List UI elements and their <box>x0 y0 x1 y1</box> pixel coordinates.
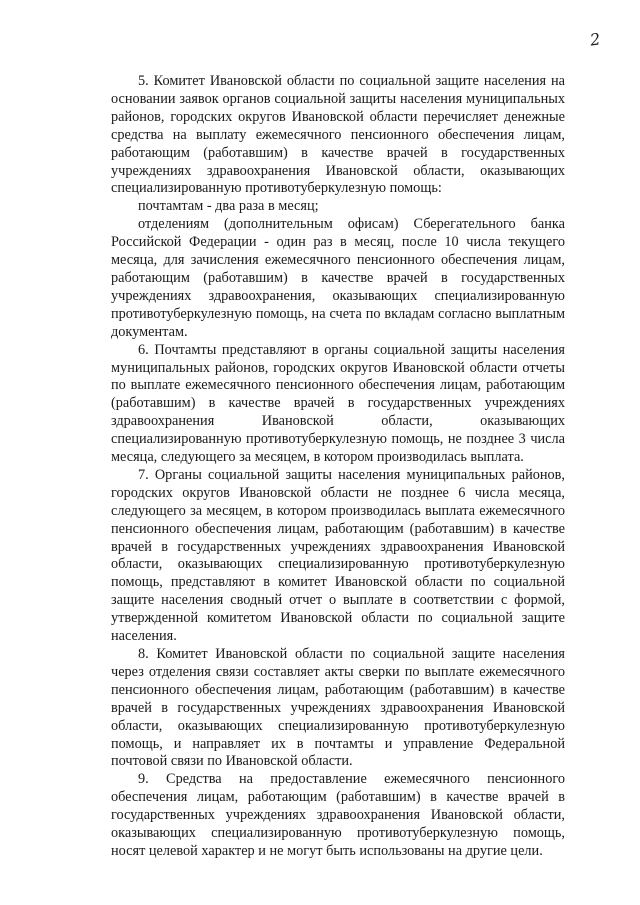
paragraph-7: 7. Органы социальной защиты населения муниципальных районов, городских округов Ивановской области не позднее 6 числа месяца, следующего за месяцем, в котором производилась выплата ежемесячного пенсионного обеспечения лицам, работающим (работавшим) в качестве врачей в государственных учреждениях здравоохранения Ивановской области, оказывающих специализированную противотуберкулезную помощь, представляют в комитет Ивановской области по социальной защите населения сводный отчет о выплате в соответствии с формой, утвержденной комитетом Ивановской области по социальной защите населения. <box>111 466 565 645</box>
paragraph-5: 5. Комитет Ивановской области по социальной защите населения на основании заявок органов социальной защиты населения муниципальных районов, городских округов Ивановской области перечисляет денежные средства на выплату ежемесячного пенсионного обеспечения лицам, работающим (работавшим) в качестве врачей в государственных учреждениях здравоохранения Ивановской области, оказывающих специализированную противотуберкулезную помощь: <box>111 73 565 197</box>
paragraph-8: 8. Комитет Ивановской области по социальной защите населения через отделения связи составляет акты сверки по выплате ежемесячного пенсионного обеспечения лицам, работающим (работавшим) в качестве врачей в государственных учреждениях здравоохранения Ивановской области, оказывающих специализированную противотуберкулезную помощь, и направляет их в почтамты и управление Федеральной почтовой связи по Ивановской области. <box>111 646 565 770</box>
paragraph-6: 6. Почтамты представляют в органы социальной защиты населения муниципальных районов, городских округов Ивановской области отчеты по выплате ежемесячного пенсионного обеспечения лицам, работающим (работавшим) в качестве врачей в государственных учреждениях здравоохранения Ивановской области, оказывающих специализированную противотуберкулезную помощь, не позднее 3 числа месяца, следующего за месяцем, в котором производилась выплата. <box>111 341 565 466</box>
paragraph-9: 9. Средства на предоставление ежемесячного пенсионного обеспечения лицам, работающим (работавшим) в качестве врачей в государственных учреждениях здравоохранения Ивановской области, оказывающих специализированную противотуберкулезную помощь, носят целевой характер и не могут быть использованы на другие цели. <box>111 771 565 859</box>
paragraph-5-post-offices: почтамтам - два раза в месяц; <box>138 198 319 215</box>
paragraph-5-bank-branches: отделениям (дополнительным офисам) Сберегательного банка Российской Федерации - один раз в месяц, после 10 числа текущего месяца, для зачисления ежемесячного пенсионного обеспечения лицам, работающим (работавшим) в качестве врачей в государственных учреждениях здравоохранения, оказывающих специализированную противотуберкулезную помощь, на счета по вкладам согласно выплатным документам. <box>111 216 565 340</box>
document-body <box>111 73 565 861</box>
page-number: 2 <box>588 29 602 50</box>
